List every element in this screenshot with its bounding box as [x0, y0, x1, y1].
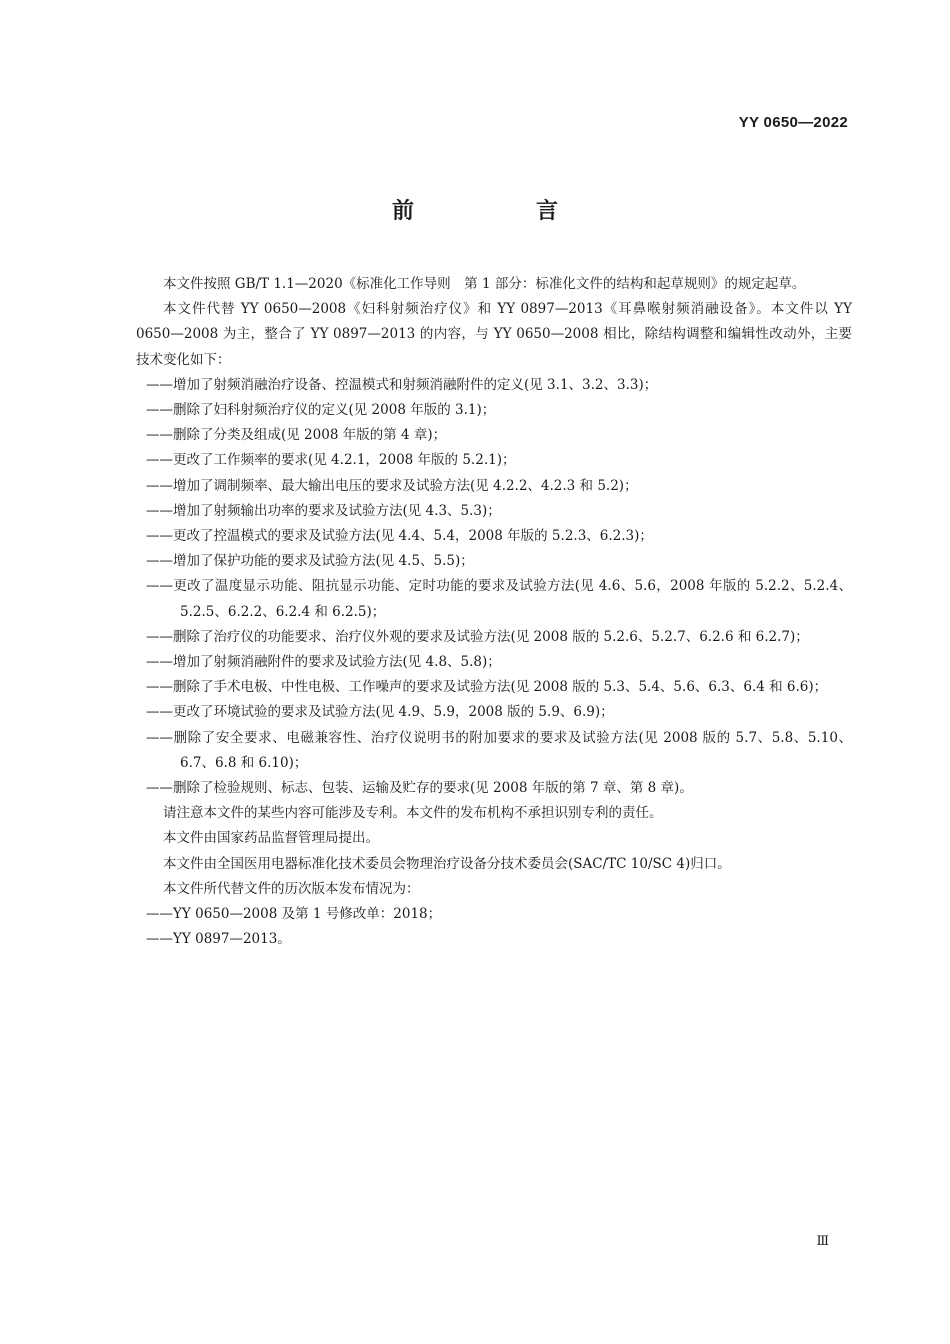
history-item: ——YY 0897—2013。 [146, 931, 291, 948]
committee-statement: 本文件由全国医用电器标准化技术委员会物理治疗设备分技术委员会(SAC/TC 10/SC 4)归口。 [163, 855, 731, 872]
change-item: ——增加了保护功能的要求及试验方法(见 4.5、5.5)； [146, 553, 474, 570]
proposer-statement: 本文件由国家药品监督管理局提出。 [163, 830, 379, 847]
change-item: ——增加了调制频率、最大输出电压的要求及试验方法(见 4.2.2、4.2.3 和 5.2)； [146, 477, 638, 494]
intro-paragraph: 本文件按照 GB/T 1.1—2020《标准化工作导则 第 1 部分：标准化文件的结构和起草规则》的规定起草。 [163, 276, 806, 292]
foreword-body [136, 272, 852, 952]
intro-paragraph: 本文件代替 YY 0650—2008《妇科射频治疗仪》和 YY 0897—2013《耳鼻喉射频消融设备》。本文件以 YY 0650—2008 为主，整合了 YY 0897—2013 的内容，与 YY 0650—2008 相比，除结构调整和编辑性改动外，主要技术变化如下： [136, 301, 852, 368]
change-item: ——增加了射频消融附件的要求及试验方法(见 4.8、5.8)； [146, 654, 501, 671]
page-number: Ⅲ [816, 1234, 829, 1249]
change-item: ——删除了妇科射频治疗仪的定义(见 2008 年版的 3.1)； [146, 402, 496, 419]
change-item: ——删除了安全要求、电磁兼容性、治疗仪说明书的附加要求的要求及试验方法(见 2008 版的 5.7、5.8、5.10、6.7、6.8 和 6.10)； [146, 729, 852, 771]
change-item: ——更改了控温模式的要求及试验方法(见 4.4、5.4，2008 年版的 5.2.3、6.2.3)； [146, 528, 653, 545]
history-intro: 本文件所代替文件的历次版本发布情况为： [163, 880, 420, 897]
change-item: ——增加了射频输出功率的要求及试验方法(见 4.3、5.3)； [146, 502, 501, 519]
change-item: ——增加了射频消融治疗设备、控温模式和射频消融附件的定义(见 3.1、3.2、3.3)； [146, 376, 658, 393]
change-item: ——删除了分类及组成(见 2008 年版的第 4 章)； [146, 427, 447, 444]
patent-notice: 请注意本文件的某些内容可能涉及专利。本文件的发布机构不承担识别专利的责任。 [163, 805, 663, 822]
change-item: ——删除了治疗仪的功能要求、治疗仪外观的要求及试验方法(见 2008 版的 5.2.6、5.2.7、6.2.6 和 6.2.7)； [146, 628, 809, 645]
page-title: 前 言 [391, 199, 608, 224]
change-item: ——删除了检验规则、标志、包装、运输及贮存的要求(见 2008 年版的第 7 章、第 8 章)。 [146, 780, 693, 797]
change-item: ——更改了工作频率的要求(见 4.2.1，2008 年版的 5.2.1)； [146, 452, 516, 469]
change-item: ——删除了手术电极、中性电极、工作噪声的要求及试验方法(见 2008 版的 5.3、5.4、5.6、6.3、6.4 和 6.6)； [146, 679, 828, 696]
change-item: ——更改了环境试验的要求及试验方法(见 4.9、5.9，2008 版的 5.9、6.9)； [146, 704, 614, 721]
change-item: ——更改了温度显示功能、阻抗显示功能、定时功能的要求及试验方法(见 4.6、5.6，2008 年版的 5.2.2、5.2.4、5.2.5、6.2.2、6.2.4 和 6.2.5)； [146, 578, 852, 620]
history-item: ——YY 0650—2008 及第 1 号修改单：2018； [146, 906, 442, 923]
document-number: YY 0650—2022 [738, 114, 848, 131]
